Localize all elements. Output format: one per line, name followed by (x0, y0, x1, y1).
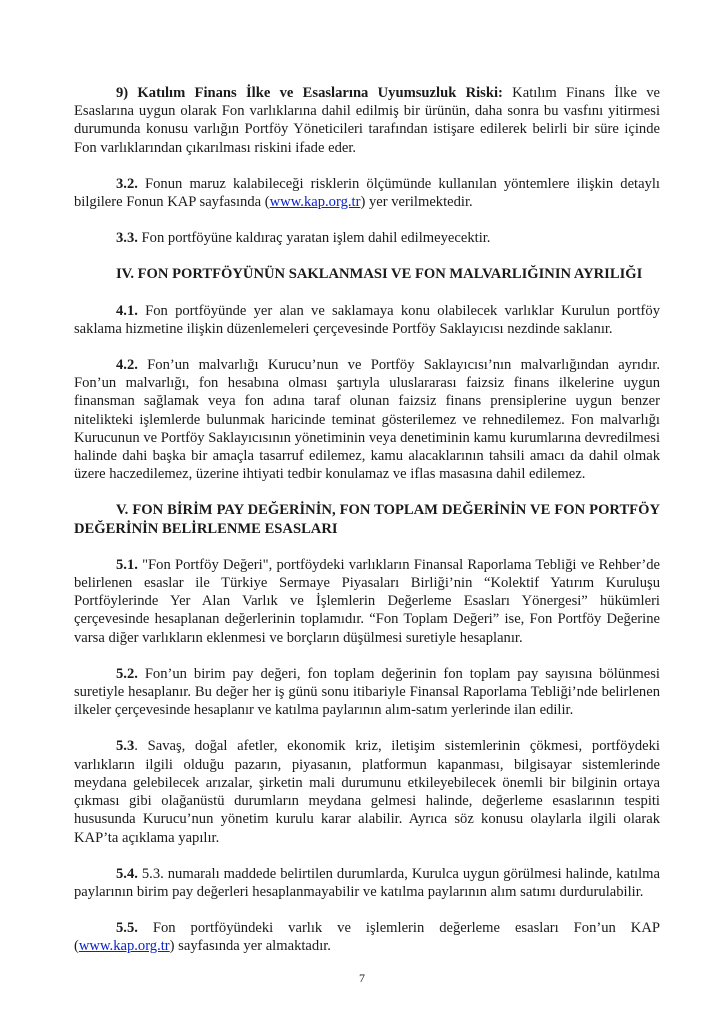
spacer (74, 483, 660, 501)
paragraph-text: "Fon Portföy Değeri", portföydeki varlıkların Finansal Raporlama Tebliği ve Rehber’de belirlenen esaslar ile Türkiye Sermaye Piyasaları Birliği’nin “Kolektif Yatırım Kuruluşu Portföylerinde Yer Alan Varlık ve İşlemlerin Değerleme Esasları Yönergesi” hükümleri çerçevesinde hesaplanan değerlerinin toplamıdır. “Fon Toplam Değeri” ise, Fon Portföy Değerine varsa diğer varlıkların eklenmesi ve borçların düşülmesi suretiyle hesaplanır. (74, 556, 660, 646)
paragraph-label: 4.1. (116, 302, 138, 319)
paragraph-label: 5.3 (116, 738, 135, 755)
kap-link[interactable]: www.kap.org.tr (269, 194, 361, 211)
spacer (74, 538, 660, 556)
paragraph-5-2 (74, 665, 660, 720)
paragraph-text: 5.3. numaralı maddede belirtilen durumlarda, Kurulca uygun görülmesi halinde, katılma paylarının birim pay değerleri hesaplanmayabilir ve katılma paylarının alım satımı durdurulabilir. (74, 865, 660, 900)
paragraph-label: 5.4. (116, 865, 138, 882)
paragraph-9-participation-finance-risk (74, 84, 660, 157)
section-heading-v: V. FON BİRİM PAY DEĞERİNİN, FON TOPLAM DEĞERİNİN VE FON PORTFÖY DEĞERİNİN BELİRLENME ESASLARI (74, 502, 660, 537)
kap-link[interactable]: www.kap.org.tr (78, 938, 170, 955)
spacer (74, 211, 660, 229)
spacer (74, 901, 660, 919)
paragraph-5-1 (74, 556, 660, 647)
paragraph-text: Fon portföyünde yer alan ve saklamaya konu olabilecek varlıklar Kurulun portföy saklama hizmetine ilişkin düzenlemeleri çerçevesinde Portföy Saklayıcısı nezdinde saklanır. (74, 302, 660, 337)
paragraph-3-2 (74, 175, 660, 211)
paragraph-label: 9) Katılım Finans İlke ve Esaslarına Uyumsuzluk Riski: (116, 85, 503, 101)
paragraph-label: 5.1. (116, 556, 138, 573)
paragraph-3-3 (74, 229, 660, 247)
paragraph-5-4 (74, 865, 660, 901)
paragraph-label: 4.2. (116, 357, 138, 374)
paragraph-text: Fon’un malvarlığı Kurucu’nun ve Portföy Saklayıcısı’nın malvarlığından ayrıdır. Fon’un malvarlığı, fon hesabına olması şartıyla uluslararası faizsiz finans ilkelerine uygun finansman sağlamak veya fon adına taraf olunan faizsiz finans prensiplerine uygun benzer nitelikteki işlemlerde bulunmak haricinde teminat gösterilemez ve rehnedilemez. Fon malvarlığı Kurucunun ve Portföy Saklayıcısının yönetiminin veya denetiminin kamu kurumlarına devredilmesi halinde dahi başka bir amaçla tasarruf edilemez, kamu alacaklarının tahsili amacı da dahil olmak üzere haczedilemez, üzerine ihtiyati tedbir konulamaz ve iflas masasına dahil edilemez. (74, 357, 660, 483)
paragraph-text: ) sayfasında yer almaktadır. (169, 938, 331, 955)
spacer (74, 247, 660, 265)
page-number: 7 (359, 971, 365, 985)
paragraph-text: ) yer verilmektedir. (360, 194, 473, 211)
paragraph-label: 5.2. (116, 665, 138, 682)
paragraph-text: Fon portföyüne kaldıraç yaratan işlem dahil edilmeyecektir. (137, 230, 491, 247)
paragraph-4-1 (74, 302, 660, 338)
paragraph-text: Fonun maruz kalabileceği risklerin ölçümünde kullanılan yöntemlere ilişkin detaylı bilgilere Fonun KAP sayfasında ( (74, 175, 660, 211)
paragraph-4-2 (74, 356, 660, 483)
spacer (74, 157, 660, 175)
paragraph-label: 3.3. (116, 230, 138, 247)
paragraph-5-3 (74, 737, 660, 846)
spacer (74, 847, 660, 865)
paragraph-label: 3.2. (116, 175, 138, 192)
spacer (74, 284, 660, 302)
document-page (74, 84, 660, 956)
paragraph-5-5 (74, 919, 660, 955)
paragraph-text: Fon portföyündeki varlık ve işlemlerin değerleme esasları Fon’un KAP ( (74, 920, 660, 955)
spacer (74, 647, 660, 665)
section-heading-iv: IV. FON PORTFÖYÜNÜN SAKLANMASI VE FON MALVARLIĞININ AYRILIĞI (116, 266, 643, 283)
paragraph-text: . Savaş, doğal afetler, ekonomik kriz, iletişim sistemlerinin çökmesi, portföydeki varlıkların ilgili olduğu pazarın, piyasanın, platformun kapanması, bilgisayar sistemlerinde meydana gelebilecek arızalar, şirketin mali durumunu etkileyebilecek önemli bir bilginin ortaya çıkması gibi olağanüstü durumların meydana gelmesi halinde, değerleme esaslarının tespiti hususunda Kurucu’nun yönetim kurulu karar alabilir. Ayrıca söz konusu olaylarla ilgili olarak KAP’ta açıklama yapılır. (74, 738, 660, 846)
spacer (74, 719, 660, 737)
paragraph-text: Fon’un birim pay değeri, fon toplam değerinin fon toplam pay sayısına bölünmesi suretiyle hesaplanır. Bu değer her iş günü sonu itibariyle Finansal Raporlama Tebliği’nde belirlenen ilkeler çerçevesinde hesaplanır ve katılma paylarının alım-satım yerlerinde ilan edilir. (74, 665, 660, 719)
spacer (74, 338, 660, 356)
paragraph-label: 5.5. (116, 920, 138, 937)
paragraph-text: Katılım Finans İlke ve Esaslarına uygun olarak Fon varlıklarına dahil edilmiş bir ürünün, daha sonra bu vasfını yitirmesi durumunda konusu varlığın Portföy Yöneticileri tarafından istişare edilerek belirli bir süre içinde Fon varlıklarından çıkarılması riskini ifade eder. (74, 85, 660, 156)
